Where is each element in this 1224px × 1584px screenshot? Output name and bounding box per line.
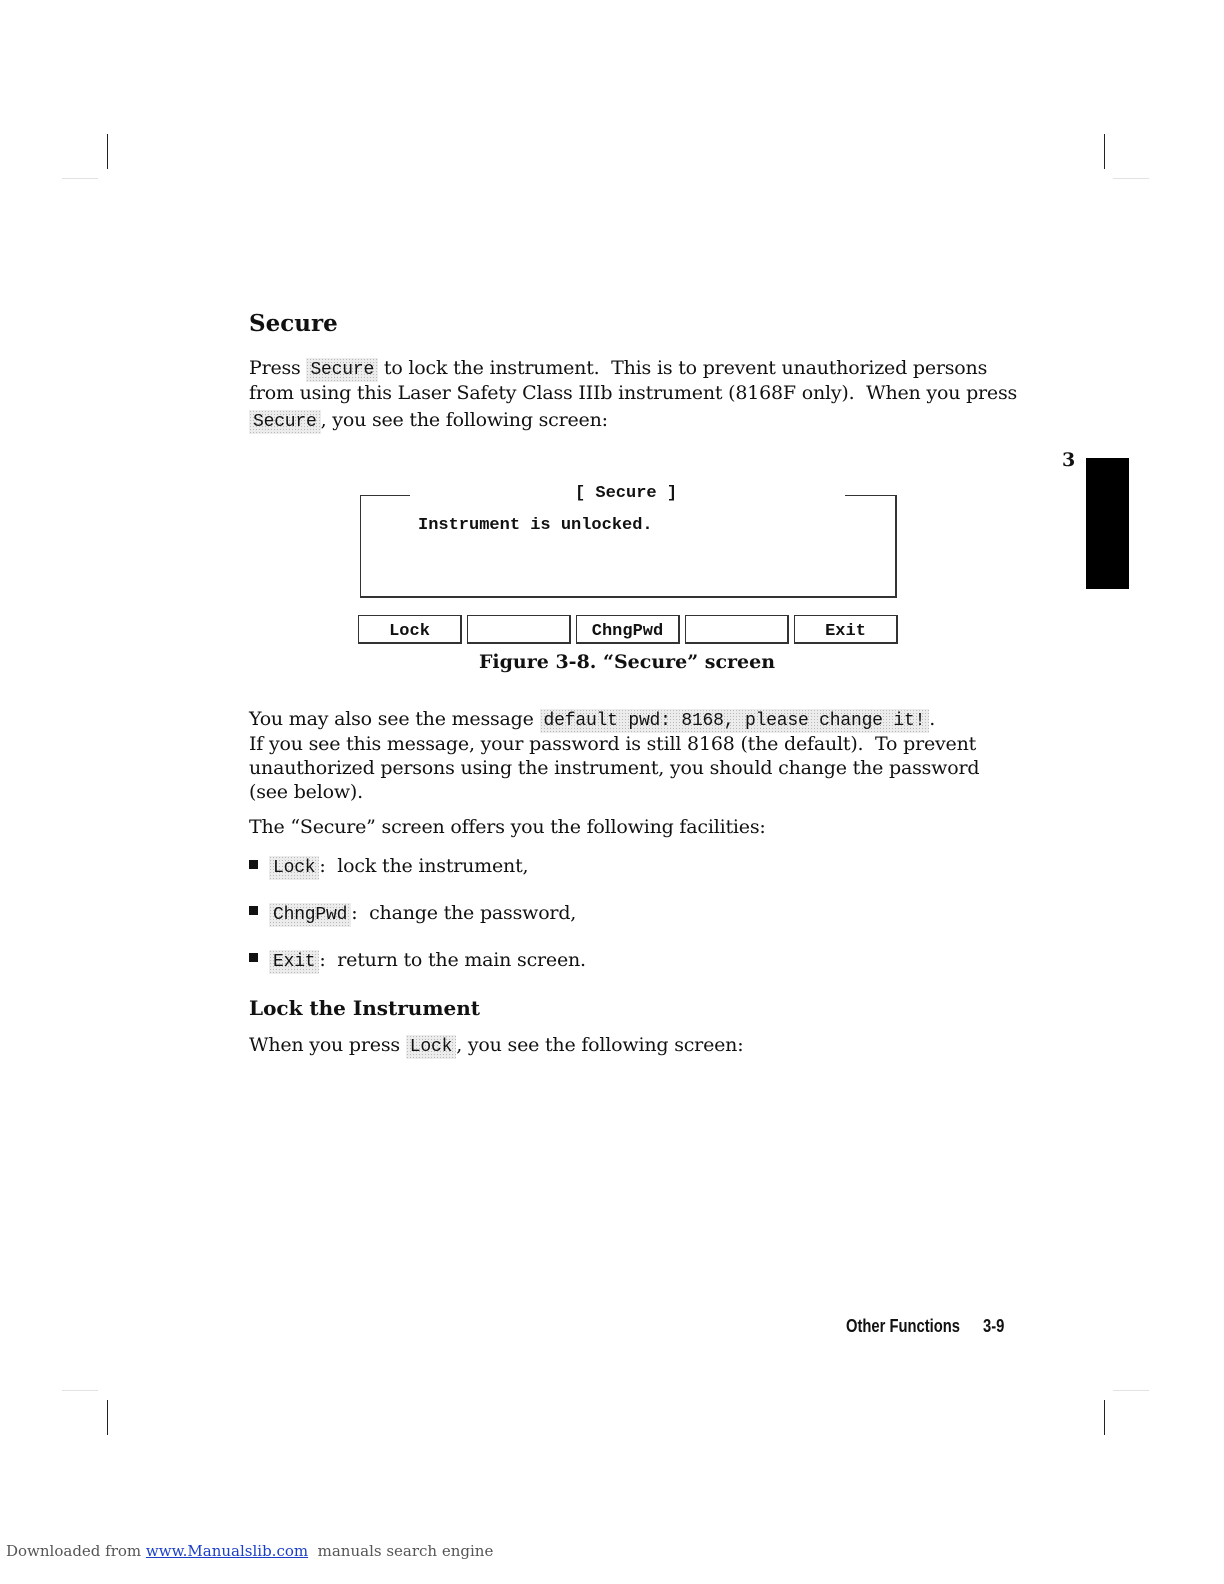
secure-key: Secure	[249, 410, 321, 434]
text: You may also see the message	[249, 708, 540, 730]
list-item	[269, 901, 576, 927]
facilities-intro: The “Secure” screen offers you the following facilities:	[249, 816, 766, 838]
text: manuals search engine	[308, 1542, 494, 1560]
message-line-3: unauthorized persons using the instrument, you should change the password	[249, 757, 980, 779]
chngpwd-key: ChngPwd	[269, 903, 351, 927]
text: : lock the instrument,	[319, 855, 529, 877]
chapter-number: 3	[1062, 449, 1076, 471]
softkey-blank	[685, 615, 789, 644]
softkey-blank	[467, 615, 571, 644]
section-heading-secure: Secure	[249, 310, 338, 337]
message-line-2: If you see this message, your password is still 8168 (the default). To prevent	[249, 733, 977, 755]
chapter-tab	[1086, 458, 1129, 589]
text: , you see the following screen:	[456, 1034, 744, 1056]
crop-mark	[62, 1390, 98, 1391]
crop-mark	[1104, 134, 1105, 169]
screen-message: Instrument is unlocked.	[418, 516, 653, 535]
list-item	[269, 948, 586, 974]
footer-section-title: Other Functions	[846, 1316, 960, 1336]
section-heading-lock: Lock the Instrument	[249, 996, 481, 1020]
list-item	[269, 854, 528, 880]
bullet	[249, 906, 258, 915]
lock-key: Lock	[406, 1035, 456, 1059]
secure-intro-line-3	[249, 408, 608, 434]
message-line-4: (see below).	[249, 781, 363, 803]
softkey-chngpwd: ChngPwd	[576, 615, 680, 644]
footer-page-number: 3-9	[983, 1316, 1005, 1336]
text: : return to the main screen.	[319, 949, 586, 971]
default-pwd-message: default pwd: 8168, please change it!	[540, 709, 930, 733]
text: Press	[249, 357, 307, 379]
crop-mark	[1113, 178, 1149, 179]
secure-intro-line-1	[249, 356, 987, 382]
figure-caption: Figure 3-8. “Secure” screen	[478, 651, 776, 673]
crop-mark	[1104, 1400, 1105, 1435]
secure-key: Secure	[306, 358, 378, 382]
bullet	[249, 860, 258, 869]
crop-mark	[62, 178, 98, 179]
lock-key: Lock	[269, 856, 319, 880]
bullet	[249, 953, 258, 962]
text: Downloaded from	[6, 1542, 146, 1560]
message-line-1	[249, 707, 935, 733]
crop-mark	[107, 1400, 108, 1435]
secure-intro-line-2: from using this Laser Safety Class IIIb instrument (8168F only). When you press	[249, 382, 1018, 404]
lock-intro	[249, 1033, 743, 1059]
text: , you see the following screen:	[320, 409, 608, 431]
text: When you press	[249, 1034, 406, 1056]
instrument-screen	[360, 495, 897, 598]
exit-key: Exit	[269, 950, 319, 974]
text: .	[929, 708, 936, 730]
crop-mark	[1113, 1390, 1149, 1391]
text: to lock the instrument. This is to prevent unauthorized persons	[378, 357, 988, 379]
softkey-exit: Exit	[794, 615, 898, 644]
crop-mark	[107, 134, 108, 169]
softkey-lock: Lock	[358, 615, 462, 644]
screen-title: [ Secure ]	[575, 484, 678, 503]
manualslib-link[interactable]: www.Manualslib.com	[145, 1542, 309, 1560]
download-note	[6, 1542, 493, 1560]
text: : change the password,	[351, 902, 577, 924]
